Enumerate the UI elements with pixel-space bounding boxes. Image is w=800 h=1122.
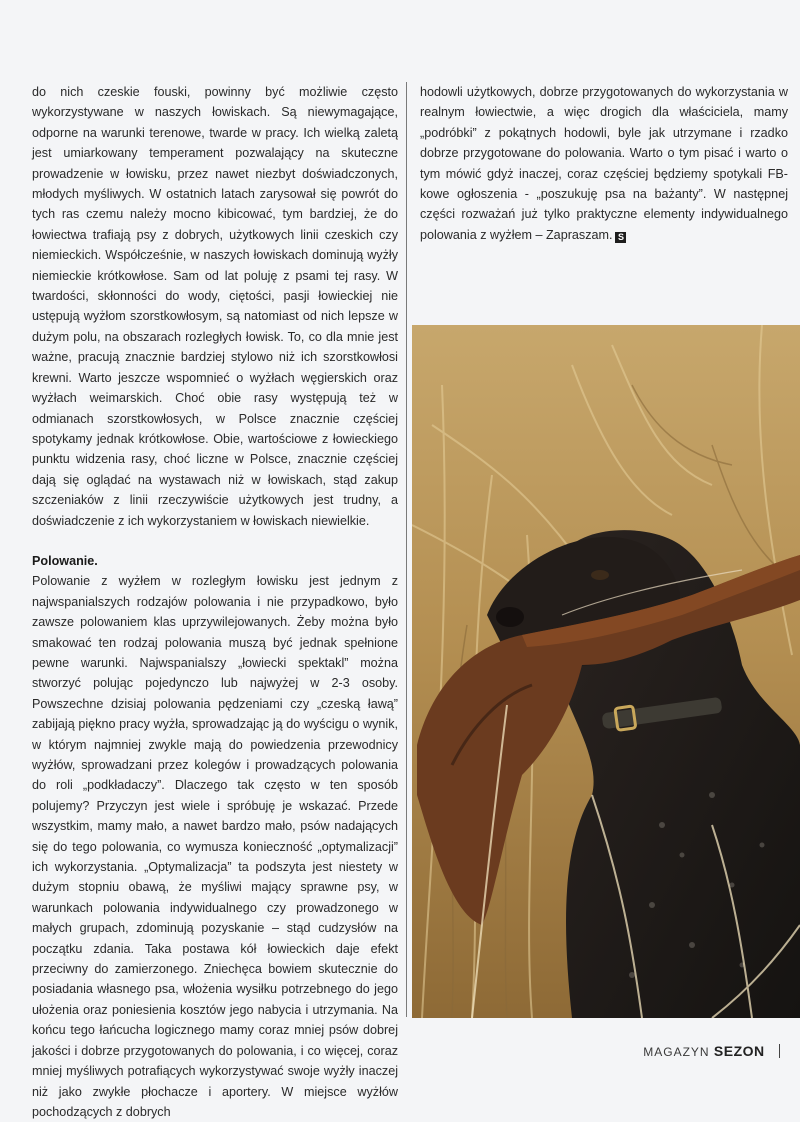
column-divider [406, 82, 407, 1017]
left-column [32, 82, 398, 1122]
dog-with-pheasant-photo [412, 325, 800, 1018]
left-intro-paragraph: do nich czeskie fouski, powinny być możliwie często wykorzystywane w naszych łowiskach. Są niewymagające, odporne na warunki terenowe, twarde w pracy. Ich wielką zaletą jest umiarkowany temperament pozwalający na skuteczne prowadzenie w łowisku, przez nawet niezbyt doświadczonych, młodych myśliwych. W ostatnich latach zarysował się powrót do tych ras czemu należy mocno kibicować, tym bardziej, że do łowiectwa trafiają psy z dobrych, użytkowych linii czeskich czy niemieckich. Współcześnie, w naszych łowiskach dominują wyżły niemieckie krótkowłose. Sam od lat poluję z psami tej rasy. W twardości, skłonności do wody, ciętości, pasji łowieckiej nie ustępują wyżłom szorstkowłosym, są natomiast od nich lepsze w dużym polu, na obszarach rozległych łowisk. To, co dla mnie jest ważne, pracują znacznie bardziej stylowo niż ich szorstkowłosi krewni. Warto jeszcze wspomnieć o wyżłach węgierskich oraz wyżłach weimarskich. Choć obie rasy występują też w odmianach szorstkowłosych, w Polsce znacznie częściej spotykamy jednak krótkowłose. Obie, wartościowe z łowieckiego punktu widzenia rasy, choć liczne w Polsce, znacznie częściej dają się oglądać na wystawach niż w łowiskach, stąd zakup szczeniaków z linii rzeczywiście użytkowych jest trudny, a doświadczenie z ich wykorzystaniem w łowiskach niewielkie. [32, 85, 398, 528]
footer-brand-logo: SEZON [713, 1043, 765, 1059]
footer-magazine-label: MAGAZYN [643, 1045, 710, 1059]
right-body-text: hodowli użytkowych, dobrze przygotowanych do wykorzystania w realnym łowiectwie, a więc drogich dla właściciela, mamy „podróbki” z pokątnych hodowli, byle jak utrzymane i rzadko dobrze przygotowane do polowania. Warto o tym pisać i warto o tym mówić gdyż inaczej, coraz częściej będziemy spotykali FB-kowe ogłoszenia - „poszukuję psa na bażanty”. W następnej części rozważań już tylko praktyczne elementy indywidualnego polowania z wyżłem – Zapraszam. [420, 85, 788, 242]
right-column [420, 82, 788, 245]
section-heading: Polowanie. [32, 553, 98, 568]
right-body-paragraph [420, 82, 788, 245]
left-body-paragraph: Polowanie z wyżłem w rozległym łowisku jest jednym z najwspanialszych rodzajów polowania i nie przypadkowo, było zawsze polowaniem klas uprzywilejowanych. Żeby można było smakować ten rodzaj polowania muszą być jednak spełnione pewne warunki. Najwspanialszy „łowiecki spektakl” można stworzyć polując pojedynczo lub najwyżej w 2-3 osoby. Powszechne dzisiaj polowania pędzeniami czy „czeską ławą” zabijają piękno pracy wyżła, sprowadzając ją do wyścigu o wynik, w którym najmniej zwykle mają do powiedzenia przewodnicy wyżłów, sprowadzani przez kolegów i prowadzących polowania do roli „podkładaczy”. Dlaczego tak często w ten sposób polujemy? Przyczyn jest wiele i spróbuję je wskazać. Przede wszystkim, mamy mało, a nawet bardzo mało, psów nadających się do tego polowania, co wymusza konieczność „optymalizacji” ich wykorzystania. „Optymalizacja” ta podszyta jest niestety w dużym stopniu obawą, że myśliwi mający sprawne psy, w warunkach polowania indywidualnego czy prowadzonego w małych grupach, zdominują pozyskanie – stąd cudzysłów na początku zdania. Taka postawa kół łowieckich daje efekt przeciwny do zamierzonego. Zniechęca bowiem skutecznie do posiadania własnego psa, włożenia wysiłku potrzebnego do jego ułożenia oraz poniesienia kosztów jego nabycia i utrzymania. Na końcu tego łańcucha logicznego mamy coraz mniej psów dobrej jakości i dobrze przygotowanych do polowania, i co więcej, coraz mniej myśliwych potrafiących wykorzystywać swoje wyżły inaczej niż jako zwykłe płochacze i aportery. W miejsce wyżłów pochodzących z dobrych [32, 574, 398, 1119]
page-footer [643, 1043, 780, 1059]
end-mark-icon: S [615, 232, 626, 243]
footer-separator [779, 1044, 780, 1058]
photo-illustration [412, 325, 800, 1018]
